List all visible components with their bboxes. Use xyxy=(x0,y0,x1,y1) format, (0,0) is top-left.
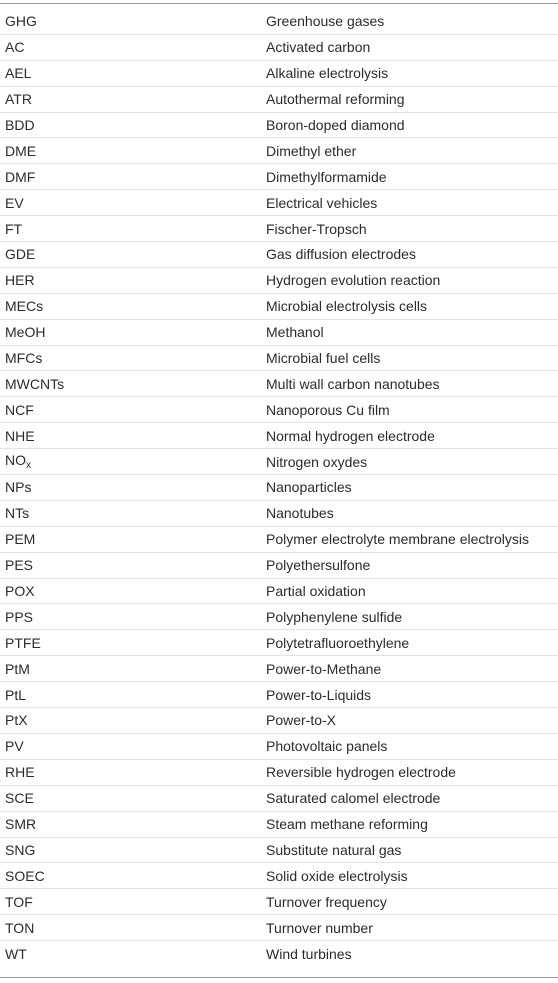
abbreviation-cell xyxy=(0,712,266,728)
abbreviation-text: DMF xyxy=(5,168,36,185)
definition-cell: Fischer-Tropsch xyxy=(266,220,367,237)
table-row xyxy=(0,371,558,397)
abbreviation-text: SCE xyxy=(5,790,34,807)
definition-cell: Partial oxidation xyxy=(266,583,366,600)
definition-cell: Polymer electrolyte membrane electrolysis xyxy=(266,531,529,548)
definition-cell: Steam methane reforming xyxy=(266,816,428,833)
table-row xyxy=(0,242,558,268)
abbreviation-text: NO xyxy=(5,452,26,469)
definition-cell: Microbial fuel cells xyxy=(266,350,381,367)
definition-cell: Gas diffusion electrodes xyxy=(266,246,416,263)
table-row xyxy=(0,113,558,139)
table-row xyxy=(0,397,558,423)
abbreviation-cell xyxy=(0,298,266,314)
abbreviation-cell xyxy=(0,479,266,495)
table-row xyxy=(0,708,558,734)
table-row xyxy=(0,863,558,889)
abbreviation-cell xyxy=(0,143,266,159)
table-row xyxy=(0,838,558,864)
definition-cell: Polyethersulfone xyxy=(266,557,371,574)
definition-cell: Multi wall carbon nanotubes xyxy=(266,375,440,392)
abbreviation-text: MWCNTs xyxy=(5,375,65,392)
definition-cell: Activated carbon xyxy=(266,39,371,56)
abbreviation-cell xyxy=(0,842,266,858)
abbreviation-text: NHE xyxy=(5,427,35,444)
abbreviation-text: GHG xyxy=(5,13,37,30)
table-row xyxy=(0,346,558,372)
definition-cell: Nanoparticles xyxy=(266,479,352,496)
abbreviation-cell xyxy=(0,13,266,29)
abbreviation-cell xyxy=(0,169,266,185)
definition-cell: Photovoltaic panels xyxy=(266,738,388,755)
abbreviation-cell xyxy=(0,635,266,651)
abbreviation-text: MECs xyxy=(5,298,44,315)
abbreviation-text: SOEC xyxy=(5,867,45,884)
abbreviation-cell xyxy=(0,894,266,910)
table-row xyxy=(0,915,558,941)
definition-cell: Autothermal reforming xyxy=(266,91,405,108)
abbreviation-cell xyxy=(0,246,266,262)
table-row xyxy=(0,138,558,164)
abbreviation-text: WT xyxy=(5,946,27,962)
abbreviation-text: MFCs xyxy=(5,350,43,367)
table-row xyxy=(0,164,558,190)
abbreviation-cell xyxy=(0,531,266,547)
definition-cell: Power-to-Methane xyxy=(266,660,382,677)
definition-cell: Power-to-X xyxy=(266,712,337,729)
table-top-rule xyxy=(0,3,558,4)
definition-cell: Wind turbines xyxy=(266,946,352,962)
abbreviation-text: POX xyxy=(5,583,35,600)
table-row xyxy=(0,604,558,630)
abbreviation-text: GDE xyxy=(5,246,36,263)
abbreviation-text: PTFE xyxy=(5,634,41,651)
abbreviation-text: FT xyxy=(5,220,23,237)
table-row xyxy=(0,786,558,812)
definition-cell: Nanotubes xyxy=(266,505,334,522)
abbreviation-table xyxy=(0,9,558,967)
definition-cell: Reversible hydrogen electrode xyxy=(266,764,456,781)
abbreviation-subscript: x xyxy=(26,460,31,472)
abbreviation-text: MeOH xyxy=(5,324,46,341)
abbreviation-cell xyxy=(0,221,266,237)
abbreviation-text: NTs xyxy=(5,505,30,522)
table-row xyxy=(0,527,558,553)
table-row xyxy=(0,734,558,760)
table-row xyxy=(0,630,558,656)
table-row xyxy=(0,475,558,501)
abbreviation-text: PtM xyxy=(5,660,30,677)
abbreviation-text: PPS xyxy=(5,608,34,625)
abbreviation-cell xyxy=(0,117,266,133)
definition-cell: Boron-doped diamond xyxy=(266,117,405,133)
abbreviation-cell xyxy=(0,790,266,806)
definition-cell: Dimethylformamide xyxy=(266,168,387,185)
table-row xyxy=(0,579,558,605)
abbreviation-text: BDD xyxy=(5,117,35,133)
abbreviation-cell xyxy=(0,428,266,444)
table-row xyxy=(0,9,558,35)
abbreviation-cell xyxy=(0,195,266,211)
table-row xyxy=(0,889,558,915)
definition-cell: Polyphenylene sulfide xyxy=(266,608,403,625)
abbreviation-text: AC xyxy=(5,39,25,56)
table-row xyxy=(0,423,558,449)
abbreviation-text: RHE xyxy=(5,764,35,781)
definition-cell: Alkaline electrolysis xyxy=(266,65,389,82)
abbreviation-text: AEL xyxy=(5,65,32,82)
abbreviation-cell xyxy=(0,764,266,780)
table-row xyxy=(0,656,558,682)
abbreviation-text: NCF xyxy=(5,401,34,418)
abbreviation-text: SNG xyxy=(5,841,36,858)
table-row xyxy=(0,941,558,967)
definition-cell: Power-to-Liquids xyxy=(266,686,372,703)
definition-cell: Nitrogen oxydes xyxy=(266,453,368,470)
definition-cell: Solid oxide electrolysis xyxy=(266,867,408,884)
table-row xyxy=(0,268,558,294)
abbreviation-text: ATR xyxy=(5,91,32,108)
definition-cell: Saturated calomel electrode xyxy=(266,790,441,807)
abbreviation-text: SMR xyxy=(5,816,37,833)
abbreviation-cell xyxy=(0,816,266,832)
abbreviation-text: PES xyxy=(5,557,34,574)
table-bottom-rule xyxy=(0,977,558,978)
abbreviation-cell xyxy=(0,687,266,703)
table-row xyxy=(0,216,558,242)
abbreviation-cell xyxy=(0,661,266,677)
definition-cell: Substitute natural gas xyxy=(266,841,402,858)
definition-cell: Polytetrafluoroethylene xyxy=(266,634,410,651)
definition-cell: Greenhouse gases xyxy=(266,13,385,30)
abbreviation-text: PV xyxy=(5,738,24,755)
definition-cell: Electrical vehicles xyxy=(266,194,378,211)
abbreviation-cell xyxy=(0,505,266,521)
abbreviation-cell xyxy=(0,376,266,392)
abbreviation-cell xyxy=(0,609,266,625)
table-row xyxy=(0,61,558,87)
abbreviation-text: PtX xyxy=(5,712,28,729)
abbreviation-cell xyxy=(0,91,266,107)
table-row xyxy=(0,35,558,61)
definition-cell: Normal hydrogen electrode xyxy=(266,427,435,444)
abbreviation-text: HER xyxy=(5,272,35,289)
definition-cell: Turnover frequency xyxy=(266,893,387,910)
abbreviation-text: TON xyxy=(5,919,35,936)
abbreviation-cell xyxy=(0,738,266,754)
abbreviation-cell xyxy=(0,583,266,599)
definition-cell: Dimethyl ether xyxy=(266,142,357,159)
abbreviation-cell xyxy=(0,350,266,366)
definition-cell: Microbial electrolysis cells xyxy=(266,298,428,315)
table-row xyxy=(0,294,558,320)
definition-cell: Methanol xyxy=(266,324,324,341)
abbreviation-cell xyxy=(0,324,266,340)
abbreviation-cell xyxy=(0,868,266,884)
abbreviation-cell xyxy=(0,39,266,55)
table-row xyxy=(0,449,558,475)
table-row xyxy=(0,682,558,708)
table-row xyxy=(0,87,558,113)
table-row xyxy=(0,501,558,527)
table-row xyxy=(0,320,558,346)
abbreviation-text: DME xyxy=(5,142,37,159)
abbreviation-cell xyxy=(0,946,266,962)
abbreviation-text: PEM xyxy=(5,531,36,548)
definition-cell: Hydrogen evolution reaction xyxy=(266,272,441,289)
table-row xyxy=(0,553,558,579)
table-row xyxy=(0,760,558,786)
abbreviation-cell xyxy=(0,557,266,573)
abbreviation-text: NPs xyxy=(5,479,32,496)
abbreviation-cell xyxy=(0,272,266,288)
table-row xyxy=(0,812,558,838)
abbreviation-cell xyxy=(0,402,266,418)
table-row xyxy=(0,190,558,216)
definition-cell: Turnover number xyxy=(266,919,373,936)
abbreviation-text: TOF xyxy=(5,893,33,910)
abbreviation-cell xyxy=(0,65,266,81)
definition-cell: Nanoporous Cu film xyxy=(266,401,390,418)
abbreviation-cell xyxy=(0,452,266,471)
abbreviation-text: PtL xyxy=(5,686,27,703)
abbreviation-cell xyxy=(0,920,266,936)
abbreviation-text: EV xyxy=(5,194,24,211)
